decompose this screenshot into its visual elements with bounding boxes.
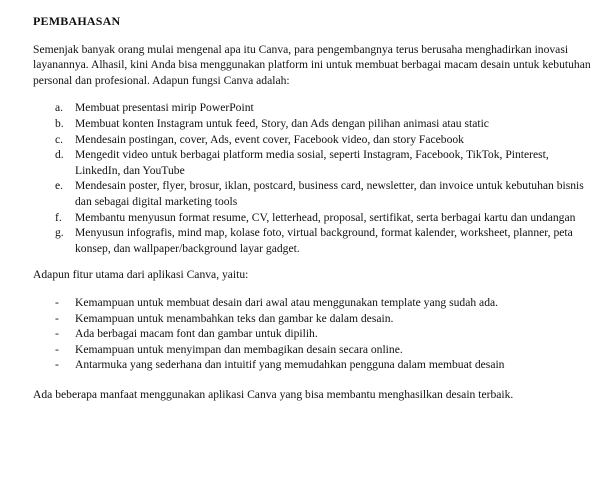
list-item	[33, 342, 595, 358]
list-marker: -	[55, 311, 59, 325]
list-item	[33, 116, 595, 132]
intro-paragraph: Semenjak banyak orang mulai mengenal apa itu Canva, para pengembangnya terus berusaha menghadirkan inovasi layanannya. Alhasil, kini Anda bisa menggunakan platform ini untuk membuat berbagai macam desain untuk kebutuhan personal dan profesional. Adapun fungsi Canva adalah:	[33, 42, 591, 87]
list-marker: -	[55, 358, 59, 372]
list-item	[33, 100, 595, 116]
list-marker: c.	[55, 132, 64, 146]
list-marker: -	[55, 295, 59, 309]
list-item-text: Membuat presentasi mirip PowerPoint	[75, 101, 254, 115]
list-item	[33, 147, 595, 178]
list-marker: f.	[55, 210, 62, 224]
list-item-text: Membuat konten Instagram untuk feed, Story, dan Ads dengan pilihan animasi atau static	[75, 116, 489, 130]
list-item	[33, 132, 595, 148]
list-marker: e.	[55, 179, 64, 193]
list-marker: -	[55, 342, 59, 356]
list-item	[33, 357, 595, 373]
list-item-text: Mendesain postingan, cover, Ads, event cover, Facebook video, dan story Facebook	[75, 132, 464, 146]
list-item	[33, 225, 595, 256]
list-marker: d.	[55, 148, 64, 162]
features-intro-paragraph: Adapun fitur utama dari aplikasi Canva, yaitu:	[33, 268, 249, 282]
canva-functions-list	[33, 100, 595, 256]
list-marker: g.	[55, 226, 64, 240]
list-item-text: Kemampuan untuk membuat desain dari awal atau menggunakan template yang sudah ada.	[75, 295, 499, 309]
list-item-text: Mendesain poster, flyer, brosur, iklan, postcard, business card, newsletter, dan invoice untuk kebutuhan bisnis dan sebagai digital marketing tools	[75, 179, 584, 208]
list-marker: a.	[55, 101, 64, 115]
section-heading: PEMBAHASAN	[33, 14, 121, 28]
list-item	[33, 178, 595, 209]
list-item-text: Membantu menyusun format resume, CV, letterhead, proposal, sertifikat, serta berbagai kartu dan undangan	[75, 210, 576, 224]
list-item	[33, 210, 595, 226]
list-item-text: Kemampuan untuk menyimpan dan membagikan desain secara online.	[75, 342, 403, 356]
list-item-text: Mengedit video untuk berbagai platform media sosial, seperti Instagram, Facebook, TikTok, Pinterest, LinkedIn, dan YouTube	[75, 148, 549, 177]
list-item-text: Antarmuka yang sederhana dan intuitif yang memudahkan pengguna dalam membuat desain	[75, 358, 505, 372]
closing-paragraph: Ada beberapa manfaat menggunakan aplikasi Canva yang bisa membantu menghasilkan desain terbaik.	[33, 387, 514, 401]
canva-features-list	[33, 295, 595, 373]
list-item	[33, 295, 595, 311]
list-item-text: Ada berbagai macam font dan gambar untuk dipilih.	[75, 327, 318, 341]
list-item	[33, 311, 595, 327]
list-item-text: Kemampuan untuk menambahkan teks dan gambar ke dalam desain.	[75, 311, 394, 325]
list-marker: -	[55, 327, 59, 341]
document-page	[33, 14, 595, 414]
list-item-text: Menyusun infografis, mind map, kolase foto, virtual background, format kalender, worksheet, planner, peta konsep, dan wallpaper/background layar gadget.	[75, 226, 573, 255]
list-marker: b.	[55, 116, 64, 130]
list-item	[33, 326, 595, 342]
